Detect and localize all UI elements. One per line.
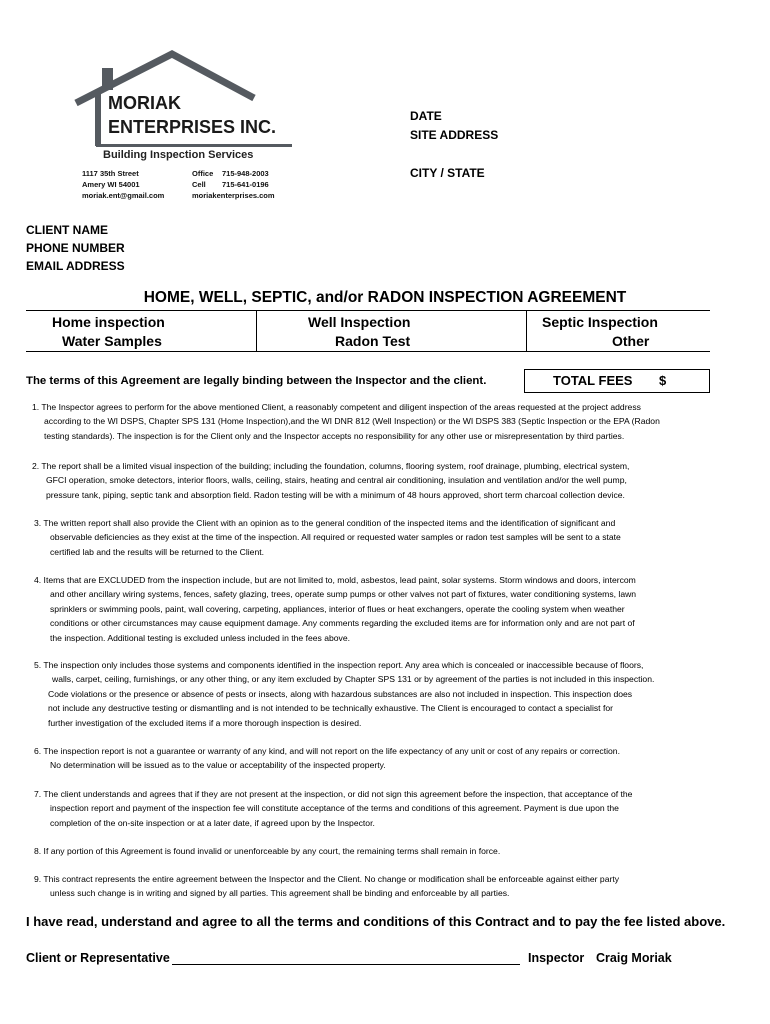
address-line1: 1117 35th Street bbox=[82, 169, 139, 178]
office-label: Office bbox=[192, 169, 214, 178]
contact-address bbox=[82, 168, 164, 201]
term-line: 1. The Inspector agrees to perform for the above mentioned Client, a reasonably competent and diligent inspection of the areas requested at the project address bbox=[32, 402, 641, 412]
client-name-field-label: CLIENT NAME bbox=[26, 223, 108, 237]
term-5 bbox=[26, 658, 706, 730]
total-fees-box[interactable] bbox=[524, 369, 710, 393]
term-4 bbox=[26, 573, 706, 645]
office-phone: 715-948-2003 bbox=[222, 169, 269, 178]
company-name-line1: MORIAK bbox=[108, 93, 181, 113]
site-address-field-label: SITE ADDRESS bbox=[410, 128, 499, 142]
term-line: Code violations or the presence or absence of pests or insects, along with hazardous substances are also not included in inspection. This inspection does bbox=[48, 688, 633, 699]
company-tagline: Building Inspection Services bbox=[103, 149, 254, 161]
term-line: completion of the on-site inspection or at a later date, if agreed upon by the Inspector. bbox=[50, 817, 375, 828]
term-line: the inspection. Additional testing is excluded unless included in the fees above. bbox=[50, 632, 351, 643]
currency-symbol: $ bbox=[659, 373, 667, 388]
term-line: GFCI operation, smoke detectors, interior floors, walls, ceiling, stairs, heating and central air conditioning, insulation and ventilation and/or the well pump, bbox=[46, 475, 627, 486]
company-email: moriak.ent@gmail.com bbox=[82, 191, 165, 200]
total-fees-label: TOTAL FEES bbox=[553, 373, 633, 388]
term-1 bbox=[26, 400, 706, 443]
service-home-inspection[interactable]: Home inspection bbox=[52, 314, 165, 330]
term-line: unless such change is in writing and signed by all parties. This agreement shall be binding and enforceable by all parties. bbox=[50, 888, 510, 899]
inspector-label: Inspector bbox=[528, 951, 585, 965]
service-well-inspection[interactable]: Well Inspection bbox=[308, 314, 411, 330]
city-state-field-label: CITY / STATE bbox=[410, 166, 485, 180]
acknowledgement-statement: I have read, understand and agree to all the terms and conditions of this Contract and to pay the fee listed above. bbox=[26, 914, 726, 929]
service-septic-inspection[interactable]: Septic Inspection bbox=[542, 314, 658, 330]
agreement-title: HOME, WELL, SEPTIC, and/or RADON INSPECTION AGREEMENT bbox=[143, 289, 627, 306]
contact-phones bbox=[192, 168, 275, 201]
term-8 bbox=[26, 844, 706, 858]
term-line: conditions or other circumstances may cause equipment damage. Any comments regarding the excluded items are for information only and are not part of bbox=[50, 618, 635, 629]
term-line: 5. The inspection only includes those systems and components identified in the inspection report. Any area which is concealed or inaccessible because of floors, bbox=[34, 660, 644, 670]
table-divider-1 bbox=[256, 311, 257, 351]
term-line: 3. The written report shall also provide the Client with an opinion as to the general condition of the inspected items and the identification of significant and bbox=[34, 518, 616, 528]
term-line: according to the WI DSPS, Chapter SPS 131 (Home Inspection),and the WI DNR 812 (Well Inspection) or the WI DSPS 383 (Septic Inspection or the EPA (Radon bbox=[44, 416, 660, 427]
term-line: sprinklers or swimming pools, paint, wall covering, carpeting, appliances, interior of flues or heat exchangers, operate the cooling system when weather bbox=[50, 603, 625, 614]
address-line2: Amery WI 54001 bbox=[82, 180, 140, 189]
client-signature-line[interactable] bbox=[172, 964, 520, 965]
inspector-name: Craig Moriak bbox=[596, 951, 672, 965]
cell-label: Cell bbox=[192, 180, 206, 189]
term-line: No determination will be issued as to the value or acceptability of the inspected property. bbox=[50, 760, 386, 771]
service-water-samples[interactable]: Water Samples bbox=[62, 333, 162, 349]
table-divider-2 bbox=[526, 311, 527, 351]
company-logo bbox=[70, 48, 310, 208]
term-7 bbox=[26, 787, 706, 830]
term-line: not include any destructive testing or dismantling and is not intended to be technically exhaustive. The Client is encouraged to contact a specialist for bbox=[48, 703, 613, 714]
logo-underline bbox=[96, 144, 292, 147]
service-radon-test[interactable]: Radon Test bbox=[335, 333, 411, 349]
binding-statement: The terms of this Agreement are legally binding between the Inspector and the client. bbox=[26, 375, 487, 387]
term-line: 7. The client understands and agrees that if they are not present at the inspection, or did not sign this agreement before the inspection, that acceptance of the bbox=[34, 789, 633, 799]
term-line: further investigation of the excluded items if a more thorough inspection is desired. bbox=[48, 717, 362, 728]
cell-phone: 715-641-0196 bbox=[222, 180, 269, 189]
client-signature-label: Client or Representative bbox=[26, 951, 170, 965]
phone-number-field-label: PHONE NUMBER bbox=[26, 241, 125, 255]
term-line: 9. This contract represents the entire agreement between the Inspector and the Client. No change or modification shall be enforceable against either party bbox=[34, 874, 620, 884]
term-line: observable deficiencies as they exist at the time of the inspection. All required or requested water samples or radon test samples will be sent to a state bbox=[50, 532, 621, 543]
service-other[interactable]: Other bbox=[612, 333, 650, 349]
term-line: 2. The report shall be a limited visual inspection of the building; including the foundation, columns, flooring system, roof drainage, plumbing, electrical system, bbox=[32, 461, 630, 471]
date-field-label: DATE bbox=[410, 109, 442, 123]
company-website: moriakenterprises.com bbox=[192, 191, 275, 200]
term-line: walls, carpet, ceiling, furnishings, or any other thing, or any item excluded by Chapter SPS 131 or by agreement of the parties is not included in this inspection. bbox=[52, 674, 655, 685]
term-line: 8. If any portion of this Agreement is found invalid or unenforceable by any court, the remaining terms shall remain in force. bbox=[34, 846, 501, 856]
term-9 bbox=[26, 872, 706, 901]
term-line: certified lab and the results will be returned to the Client. bbox=[50, 546, 265, 557]
term-line: 4. Items that are EXCLUDED from the inspection include, but are not limited to, mold, asbestos, lead paint, solar systems. Storm windows and doors, intercom bbox=[34, 575, 636, 585]
services-table bbox=[26, 310, 710, 352]
term-line: 6. The inspection report is not a guarantee or warranty of any kind, and will not report on the life expectancy of any unit or cost of any repairs or correction. bbox=[34, 746, 620, 756]
term-line: pressure tank, piping, septic tank and absorption field. Radon testing will be with a minimum of 48 hours approved, short term charcoal collection device. bbox=[46, 489, 625, 500]
email-address-field-label: EMAIL ADDRESS bbox=[26, 259, 125, 273]
term-line: and other ancillary wiring systems, fences, safety glazing, trees, operate sump pumps or other valves not part of fixtures, water conditioning systems, lawn bbox=[50, 589, 637, 600]
term-2 bbox=[26, 459, 706, 502]
term-3 bbox=[26, 516, 706, 559]
term-line: inspection report and payment of the inspection fee will constitute acceptance of the terms and conditions of this agreement. Payment is due upon the bbox=[50, 803, 619, 814]
company-name-line2: ENTERPRISES INC. bbox=[108, 117, 277, 137]
term-line: testing standards). The inspection is for the Client only and the Inspector accepts no responsibility for any other use or misrepresentation by third parties. bbox=[44, 430, 625, 441]
term-6 bbox=[26, 744, 706, 773]
